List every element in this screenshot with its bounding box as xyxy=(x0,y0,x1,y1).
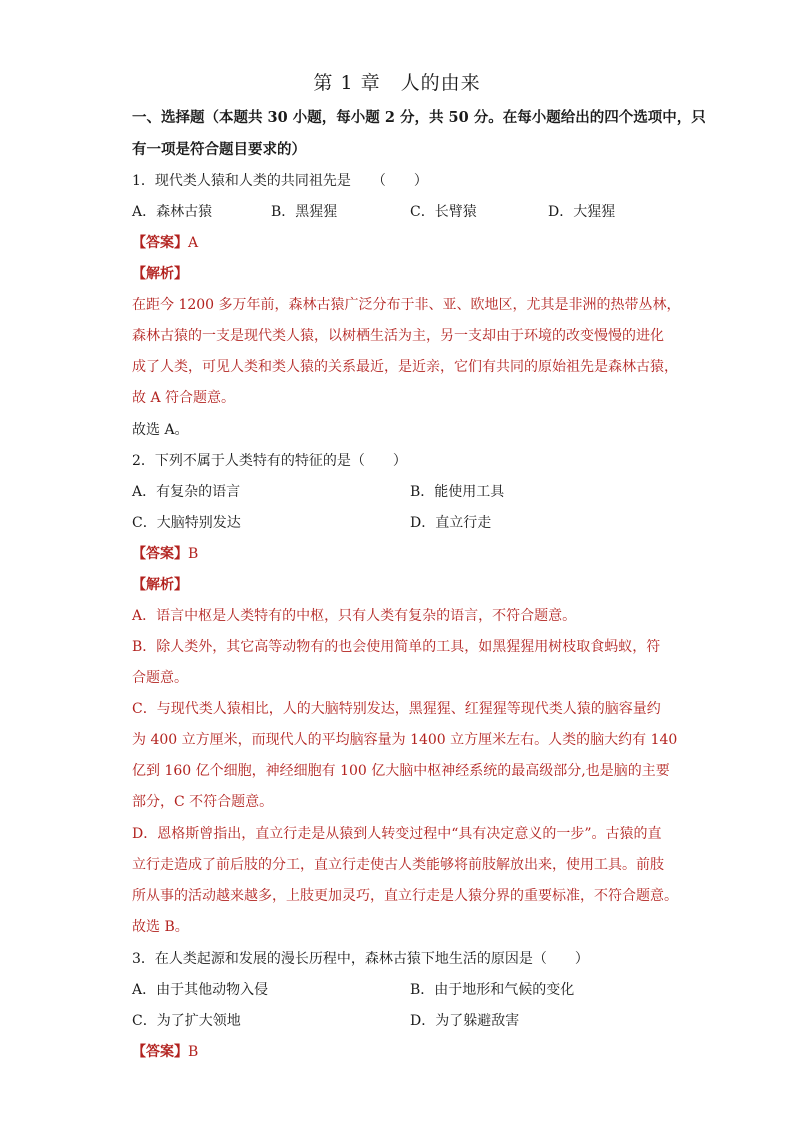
question-2-analysis-line: A．语言中枢是人类特有的中枢，只有人类有复杂的语言，不符合题意。 xyxy=(132,608,577,624)
question-2-analysis-line: 亿到 160 亿个细胞，神经细胞有 100 亿大脑中枢神经系统的最高级部分,也是脑的主要 xyxy=(132,763,670,779)
question-2-analysis-line: 部分，C 不符合题意。 xyxy=(132,794,274,810)
answer-label: 【答案】 xyxy=(132,235,188,251)
question-1-answer xyxy=(132,233,672,253)
answer-label: 【答案】 xyxy=(132,1044,188,1060)
question-1-stem: 1．现代类人猿和人类的共同祖先是 （ ） xyxy=(132,173,428,189)
question-3-option-c: C．为了扩大领地 xyxy=(132,1013,241,1029)
question-1-analysis-line: 在距今 1200 多万年前，森林古猿广泛分布于非、亚、欧地区，尤其是非洲的热带丛林， xyxy=(132,297,681,313)
answer-value: B xyxy=(188,1044,199,1060)
question-2-conclusion: 故选 B。 xyxy=(132,919,189,935)
question-1-analysis-label: 【解析】 xyxy=(132,266,188,282)
question-2-answer xyxy=(132,544,672,564)
question-3-option-a: A．由于其他动物入侵 xyxy=(132,982,269,998)
question-1-analysis-line: 成了人类，可见人类和类人猿的关系最近，是近亲，它们有共同的原始祖先是森林古猿， xyxy=(132,359,678,375)
question-1-option-a: A．森林古猿 xyxy=(132,204,213,220)
question-2-analysis-label: 【解析】 xyxy=(132,577,188,593)
question-1-option-d: D．大猩猩 xyxy=(548,204,616,220)
question-2-analysis-line: D．恩格斯曾指出，直立行走是从猿到人转变过程中“具有决定意义的一步”。古猿的直 xyxy=(132,826,662,842)
section-heading-line-1: 一、选择题（本题共 30 小题，每小题 2 分，共 50 分。在每小题给出的四个选项中，只 xyxy=(132,109,706,126)
question-2-analysis-line: 所从事的活动越来越多，上肢更加灵巧，直立行走是人猿分界的重要标准，不符合题意。 xyxy=(132,888,678,904)
question-2-analysis-line: 为 400 立方厘米，而现代人的平均脑容量为 1400 立方厘米左右。人类的脑大约有 140 xyxy=(132,732,678,748)
chapter-title: 第 1 章 人的由来 xyxy=(313,72,481,94)
question-1-analysis-line: 森林古猿的一支是现代类人猿，以树栖生活为主，另一支却由于环境的改变慢慢的进化 xyxy=(132,328,664,344)
question-2-option-b: B．能使用工具 xyxy=(410,484,505,500)
question-3-option-b: B．由于地形和气候的变化 xyxy=(410,982,575,998)
question-2-option-d: D．直立行走 xyxy=(410,515,492,531)
answer-label: 【答案】 xyxy=(132,546,188,562)
question-2-analysis-line: B．除人类外，其它高等动物有的也会使用简单的工具，如黑猩猩用树枝取食蚂蚁，符 xyxy=(132,639,661,655)
question-1-conclusion: 故选 A。 xyxy=(132,422,189,438)
question-3-answer xyxy=(132,1042,672,1062)
answer-value: A xyxy=(188,235,199,251)
question-2-option-c: C．大脑特别发达 xyxy=(132,515,241,531)
question-2-analysis-line: C．与现代类人猿相比，人的大脑特别发达，黑猩猩、红猩猩等现代类人猿的脑容量约 xyxy=(132,701,661,717)
question-1-option-b: B．黑猩猩 xyxy=(271,204,338,220)
question-2-analysis-line: 立行走造成了前后肢的分工，直立行走使古人类能够将前肢解放出来，使用工具。前肢 xyxy=(132,857,664,873)
question-2-option-a: A．有复杂的语言 xyxy=(132,484,241,500)
question-2-analysis-line: 合题意。 xyxy=(132,670,188,686)
answer-value: B xyxy=(188,546,199,562)
question-1-analysis-line: 故 A 符合题意。 xyxy=(132,390,236,406)
question-1-option-c: C．长臂猿 xyxy=(410,204,477,220)
question-2-stem: 2．下列不属于人类特有的特征的是（ ） xyxy=(132,453,407,469)
section-heading-line-2: 有一项是符合题目要求的） xyxy=(132,141,306,158)
question-3-stem: 3．在人类起源和发展的漫长历程中，森林古猿下地生活的原因是（ ） xyxy=(132,951,589,967)
question-3-option-d: D．为了躲避敌害 xyxy=(410,1013,520,1029)
